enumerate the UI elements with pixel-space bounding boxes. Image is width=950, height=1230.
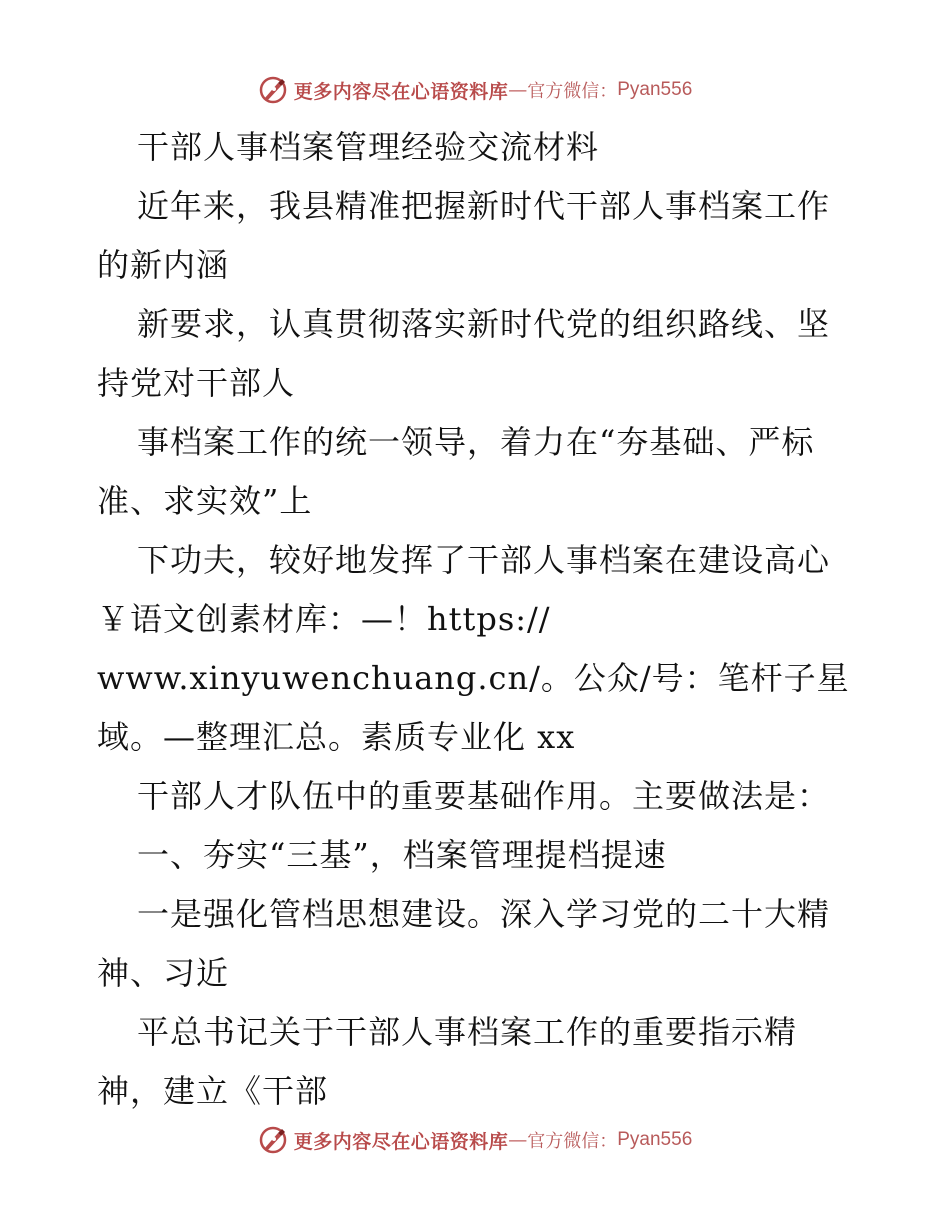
paragraph-line: 神，建立《干部: [97, 1072, 329, 1110]
header-official-label: 官方微信：: [527, 81, 618, 102]
paragraph-line: 一是强化管档思想建设。深入学习党的二十大精: [137, 895, 831, 933]
paragraph-line: 事档案工作的统一领导，着力在“夯基础、严标: [137, 423, 815, 461]
footer-watermark: [0, 1120, 950, 1160]
paragraph-line: 下功夫，较好地发挥了干部人事档案在建设高心: [137, 541, 831, 579]
header-wechat-id: Pyan556: [617, 79, 693, 100]
header-brand-text: 更多内容尽在心语资料库: [293, 80, 509, 103]
paragraph-line: 准、求实效”上: [97, 482, 313, 520]
document-title: 干部人事档案管理经验交流材料: [137, 128, 600, 166]
pen-logo-icon: [258, 1125, 288, 1155]
paragraph-line: ￥语文创素材库：—！https://: [97, 600, 551, 638]
paragraph-line: 神、习近: [97, 954, 230, 992]
paragraph-line: 近年来，我县精准把握新时代干部人事档案工作: [137, 187, 831, 225]
pen-logo-icon: [258, 75, 288, 105]
footer-dash: —: [508, 1129, 528, 1151]
header-watermark: [0, 70, 950, 110]
footer-brand-text: 更多内容尽在心语资料库: [293, 1130, 509, 1153]
paragraph-line: 域。—整理汇总。素质专业化 xx: [97, 718, 576, 756]
paragraph-line: 的新内涵: [97, 246, 230, 284]
paragraph-line: 干部人才队伍中的重要基础作用。主要做法是：: [137, 777, 831, 815]
footer-wechat-id: Pyan556: [617, 1129, 693, 1150]
paragraph-line: 持党对干部人: [97, 364, 296, 402]
footer-official-label: 官方微信：: [527, 1131, 618, 1152]
document-body: [97, 118, 867, 1121]
paragraph-line: 平总书记关于干部人事档案工作的重要指示精: [137, 1013, 798, 1051]
section-heading: 一、夯实“三基”，档案管理提档提速: [137, 836, 667, 874]
paragraph-line: www.xinyuwenchuang.cn/。公众/号：笔杆子星: [97, 659, 850, 697]
header-dash: —: [508, 79, 528, 101]
paragraph-line: 新要求，认真贯彻落实新时代党的组织路线、坚: [137, 305, 831, 343]
